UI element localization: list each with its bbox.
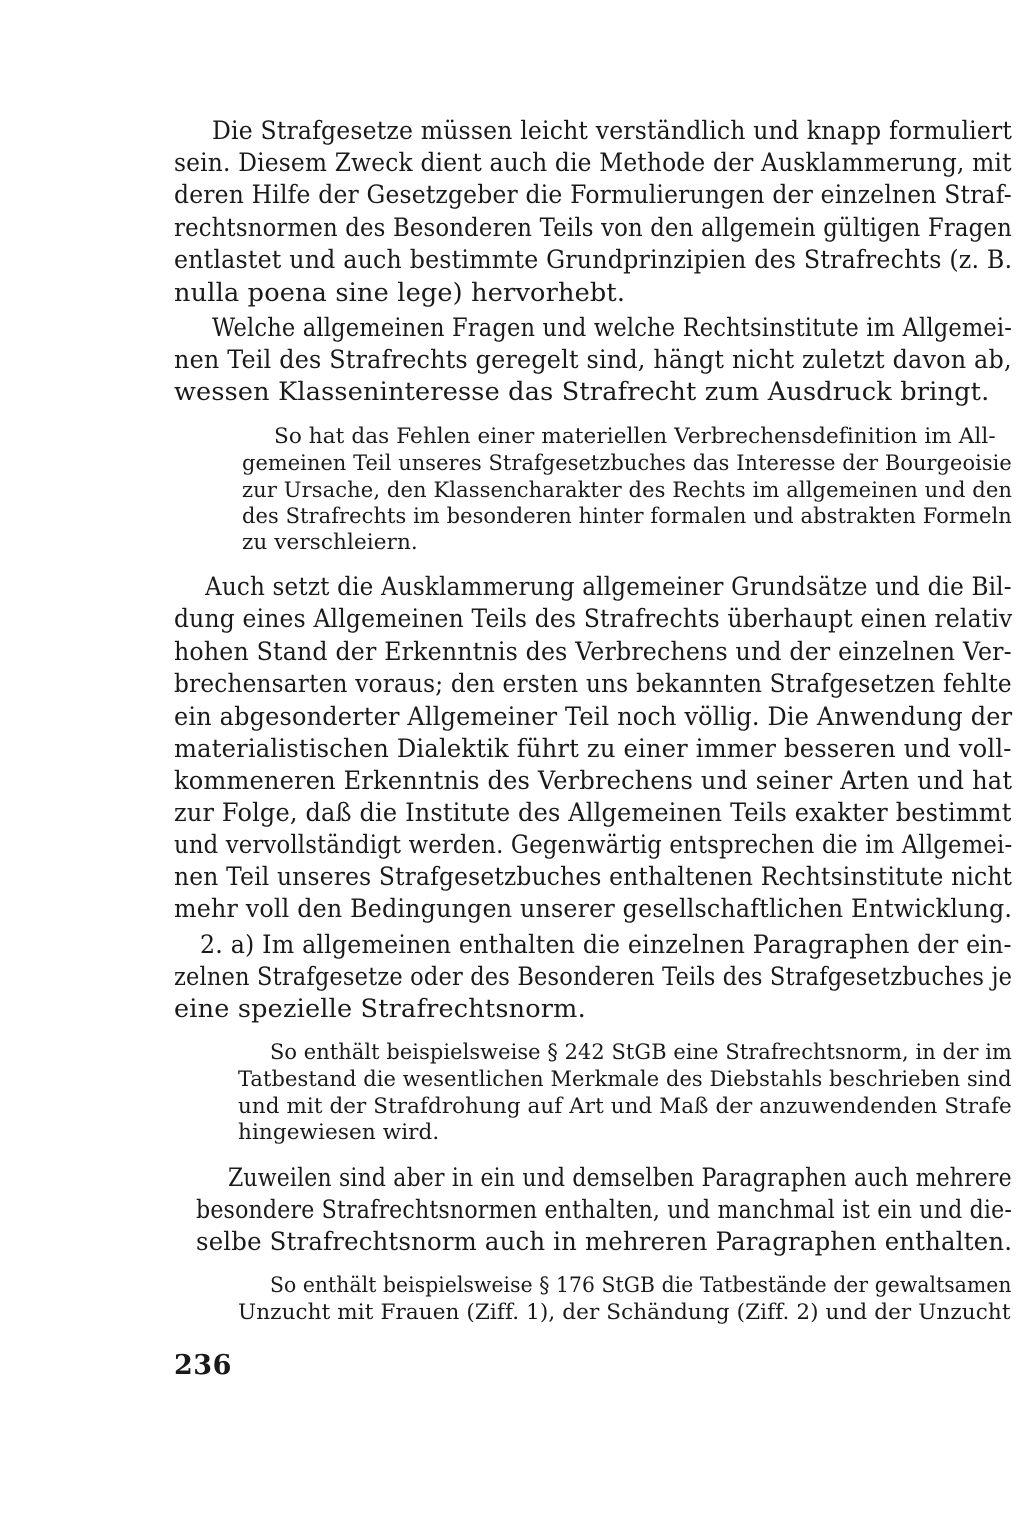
text-line: Die Strafgesetze müssen leicht verständlich und knapp formuliert: [212, 116, 1013, 146]
text-line: selbe Strafrechtsnorm auch in mehreren Paragraphen enthalten.: [196, 1227, 1013, 1257]
note-line: Tatbestand die wesentlichen Merkmale des Diebstahls beschrieben sind: [238, 1067, 1012, 1092]
text-line: Auch setzt die Ausklammerung allgemeiner Grundsätze und die Bil-: [205, 572, 1012, 602]
note-line: So enthält beispielsweise § 176 StGB die Tatbestände der gewaltsamen: [270, 1273, 1012, 1298]
text-line: materialistischen Dialektik führt zu einer immer besseren und voll-: [174, 734, 1012, 764]
text-line: entlastet und auch bestimmte Grundprinzipien des Strafrechts (z. B.: [174, 245, 1013, 275]
text-line: mehr voll den Bedingungen unserer gesellschaftlichen Entwicklung.: [174, 894, 1013, 924]
note-line: Unzucht mit Frauen (Ziff. 1), der Schändung (Ziff. 2) und der Unzucht: [238, 1300, 1011, 1325]
text-line: kommeneren Erkenntnis des Verbrechens und seiner Arten und hat: [174, 766, 1013, 796]
note-line: hingewiesen wird.: [238, 1120, 440, 1145]
text-line: nen Teil unseres Strafgesetzbuches enthaltenen Rechtsinstitute nicht: [174, 862, 1013, 892]
text-line: sein. Diesem Zweck dient auch die Methode der Ausklammerung, mit: [174, 148, 1012, 178]
text-line: rechtsnormen des Besonderen Teils von den allgemein gültigen Fragen: [174, 213, 1012, 243]
note-line: So enthält beispielsweise § 242 StGB eine Strafrechtsnorm, in der im: [270, 1040, 1012, 1065]
note-line: des Strafrechts im besonderen hinter formalen und abstrakten Formeln: [242, 504, 1012, 529]
text-line: besondere Strafrechtsnormen enthalten, und manchmal ist ein und die-: [196, 1195, 1013, 1225]
note-line: zur Ursache, den Klassencharakter des Rechts im allgemeinen und den: [242, 478, 1013, 503]
text-line: deren Hilfe der Gesetzgeber die Formulierungen der einzelnen Straf-: [174, 180, 1012, 210]
text-line: hohen Stand der Erkenntnis des Verbrechens und der einzelnen Ver-: [174, 637, 1012, 667]
text-line: Welche allgemeinen Fragen und welche Rechtsinstitute im Allgemei-: [212, 313, 1013, 343]
text-line: nulla poena sine lege) hervorhebt.: [174, 278, 626, 308]
page-number: 236: [174, 1350, 232, 1381]
text-line: ein abgesonderter Allgemeiner Teil noch völlig. Die Anwendung der: [174, 702, 1013, 732]
text-line: dung eines Allgemeinen Teils des Strafrechts überhaupt einen relativ: [174, 604, 1013, 634]
text-line: wessen Klasseninteresse das Strafrecht zum Ausdruck bringt.: [174, 377, 990, 407]
text-line: nen Teil des Strafrechts geregelt sind, hängt nicht zuletzt davon ab,: [174, 345, 1012, 375]
note-line: gemeinen Teil unseres Strafgesetzbuches das Interesse der Bourgeoisie: [242, 451, 1012, 476]
note-line: So hat das Fehlen einer materiellen Verbrechensdefinition im All-: [274, 424, 996, 449]
text-line: und vervollständigt werden. Gegenwärtig entsprechen die im Allgemei-: [174, 830, 1013, 860]
note-line: zu verschleiern.: [242, 530, 418, 555]
text-line: eine spezielle Strafrechtsnorm.: [174, 994, 586, 1024]
note-line: und mit der Strafdrohung auf Art und Maß der anzuwendenden Strafe: [238, 1094, 1012, 1119]
text-line: brechensarten voraus; den ersten uns bekannten Strafgesetzen fehlte: [174, 669, 1012, 699]
text-line: zur Folge, daß die Institute des Allgemeinen Teils exakter bestimmt: [174, 798, 1012, 828]
text-line: zelnen Strafgesetze oder des Besonderen Teils des Strafgesetzbuches je: [174, 962, 1013, 992]
text-line: Zuweilen sind aber in ein und demselben Paragraphen auch mehrere: [228, 1163, 1012, 1193]
text-line: 2. a) Im allgemeinen enthalten die einzelnen Paragraphen der ein-: [200, 930, 1012, 960]
